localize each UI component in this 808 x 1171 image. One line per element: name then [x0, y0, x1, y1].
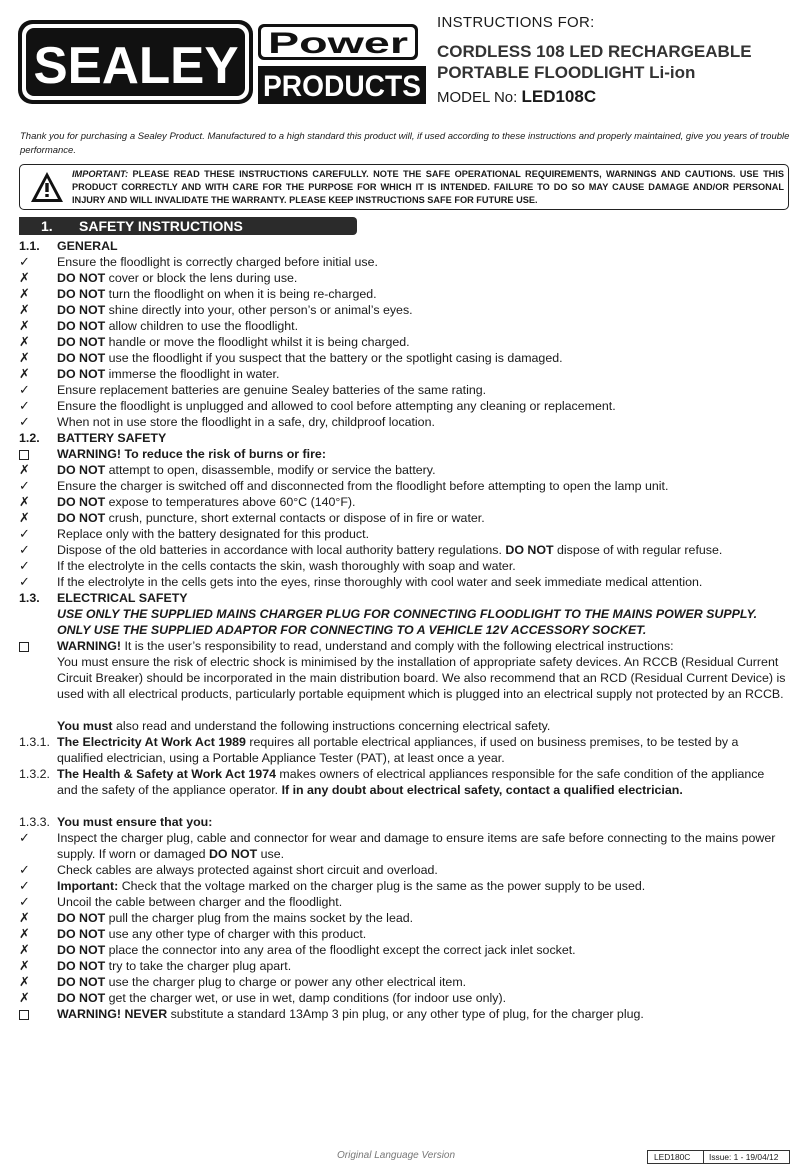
- final-warning: WARNING! NEVER substitute a standard 13Amp 3 pin plug, or any other type of plug, for the charger plug.: [57, 1007, 644, 1021]
- general-item: DO NOT handle or move the floodlight whilst it is being charged.: [57, 335, 410, 349]
- general-item-marker: ✓: [19, 382, 30, 397]
- battery-item: Ensure the charger is switched off and disconnected from the floodlight before attempting to open the lamp unit.: [57, 479, 669, 493]
- battery-item-marker: ✓: [19, 526, 30, 541]
- general-item: DO NOT immerse the floodlight in water.: [57, 367, 280, 381]
- battery-item: Replace only with the battery designated for this product.: [57, 527, 370, 541]
- section-header-safety: [19, 217, 357, 235]
- general-item-marker: ✓: [19, 398, 30, 413]
- issue-info: Issue: 1 - 19/04/12: [709, 1152, 779, 1162]
- general-item-marker: ✗: [19, 366, 30, 381]
- battery-item: DO NOT expose to temperatures above 60°C (140°F).: [57, 495, 356, 509]
- charger-notice: USE ONLY THE SUPPLIED MAINS CHARGER PLUG FOR CONNECTING FLOODLIGHT TO THE MAINS POWER SUPPLY. ONLY USE THE SUPPLIED ADAPTOR FOR CONNECTING TO A VEHICLE 12V ACCESSORY SOCKET.: [57, 607, 758, 637]
- electrical-item: DO NOT get the charger wet, or use in wet, damp conditions (for indoor use only).: [57, 991, 507, 1005]
- electrical-warning: WARNING! It is the user’s responsibility to read, understand and comply with the following electrical instructions:: [57, 639, 674, 653]
- electrical-item-marker: ✗: [19, 990, 30, 1005]
- electrical-item: DO NOT use any other type of charger with this product.: [57, 927, 367, 941]
- battery-item: If the electrolyte in the cells contacts the skin, wash thoroughly with soap and water.: [57, 559, 516, 573]
- battery-item-marker: ✗: [19, 494, 30, 509]
- electrical-item: Check cables are always protected against short circuit and overload.: [57, 863, 438, 877]
- general-item: When not in use store the floodlight in a safe, dry, childproof location.: [57, 415, 435, 429]
- electricity-at-work-act: The Electricity At Work Act 1989 requires all portable electrical appliances, if used on business premises, to be tested by a qualified electrician, using a Portable Appliance Tester (PAT), at least once a year.: [57, 735, 739, 765]
- important-text: IMPORTANT: PLEASE READ THESE INSTRUCTIONS CAREFULLY. NOTE THE SAFE OPERATIONAL REQUIREMENTS, WARNINGS AND CAUTIONS. USE THIS PRODUCT CORRECTLY AND WITH CARE FOR THE PURPOSE FOR WHICH IT IS INTENDED. FAILURE TO DO SO MAY CAUSE DAMAGE AND/OR PERSONAL INJURY AND WILL INVALIDATE THE WARRANTY. PLEASE KEEP INSTRUCTIONS SAFE FOR FUTURE USE.: [72, 169, 784, 205]
- electrical-warning-marker: [19, 638, 29, 656]
- electrical-item-marker: ✓: [19, 894, 30, 909]
- electrical-item-marker: ✓: [19, 862, 30, 877]
- battery-item: DO NOT crush, puncture, short external contacts or dispose of in fire or water.: [57, 511, 485, 525]
- electrical-item-marker: ✓: [19, 830, 30, 845]
- important-notice-box: [19, 164, 789, 210]
- general-item-marker: ✗: [19, 286, 30, 301]
- s131-number: 1.3.1.: [19, 735, 51, 749]
- battery-warning: WARNING! To reduce the risk of burns or fire:: [57, 447, 326, 461]
- general-item: DO NOT turn the floodlight on when it is being re-charged.: [57, 287, 377, 301]
- general-item-marker: ✗: [19, 270, 30, 285]
- general-item: Ensure the floodlight is correctly charged before initial use.: [57, 255, 378, 269]
- doc-code: LED180C: [654, 1152, 691, 1162]
- health-safety-act: The Health & Safety at Work Act 1974 makes owners of electrical appliances responsible for the safe condition of the appliance and the safety of the appliance operator. If in any doubt about electrical safety, contact a qualified electrician.: [57, 767, 765, 797]
- intro-text: Thank you for purchasing a Sealey Product. Manufactured to a high standard this product will, if used according to these instructions and properly maintained, give you years of trouble performance.: [20, 131, 790, 156]
- general-item-marker: ✗: [19, 318, 30, 333]
- product-title-line1: CORDLESS 108 LED RECHARGEABLE: [437, 42, 752, 61]
- you-must-line: You must also read and understand the following instructions concerning electrical safety.: [57, 719, 551, 733]
- electrical-item: DO NOT place the connector into any area of the floodlight except the correct jack inlet socket.: [57, 943, 576, 957]
- battery-heading-number: 1.2.: [19, 431, 40, 445]
- original-language-note: Original Language Version: [337, 1150, 456, 1161]
- general-item-marker: ✓: [19, 414, 30, 429]
- general-heading: GENERAL: [57, 239, 118, 253]
- brand-sub-products: PRODUCTS: [263, 70, 421, 103]
- battery-item: DO NOT attempt to open, disassemble, modify or service the battery.: [57, 463, 436, 477]
- electrical-item-marker: ✗: [19, 958, 30, 973]
- general-item-marker: ✗: [19, 334, 30, 349]
- electrical-heading-number: 1.3.: [19, 591, 40, 605]
- brand-text: SEALEY: [33, 37, 239, 95]
- warning-triangle-icon: [29, 170, 65, 204]
- general-item: DO NOT shine directly into your, other person’s or animal’s eyes.: [57, 303, 413, 317]
- general-item: DO NOT cover or block the lens during use.: [57, 271, 298, 285]
- electrical-heading: ELECTRICAL SAFETY: [57, 591, 188, 605]
- s133-number: 1.3.3.: [19, 815, 51, 829]
- general-item: DO NOT allow children to use the floodlight.: [57, 319, 299, 333]
- battery-item: Dispose of the old batteries in accordance with local authority battery regulations. DO NOT dispose of with regular refuse.: [57, 543, 723, 557]
- final-warning-marker: [19, 1006, 29, 1024]
- general-item: Ensure replacement batteries are genuine Sealey batteries of the same rating.: [57, 383, 487, 397]
- general-heading-number: 1.1.: [19, 239, 40, 253]
- product-title-line2: PORTABLE FLOODLIGHT Li-ion: [437, 63, 696, 82]
- model-number: MODEL No: LED108C: [437, 87, 597, 106]
- product-header: [437, 14, 797, 107]
- battery-item-marker: ✗: [19, 510, 30, 525]
- electrical-item-marker: ✗: [19, 910, 30, 925]
- electrical-item-marker: ✗: [19, 942, 30, 957]
- battery-item-marker: ✓: [19, 478, 30, 493]
- battery-item-marker: ✓: [19, 558, 30, 573]
- general-item: DO NOT use the floodlight if you suspect that the battery or the spotlight casing is damaged.: [57, 351, 563, 365]
- electrical-item-marker: ✗: [19, 926, 30, 941]
- battery-item: If the electrolyte in the cells gets into the eyes, rinse thoroughly with cool water and seek immediate medical attention.: [57, 575, 703, 589]
- battery-item-marker: ✓: [19, 574, 30, 589]
- sealey-power-products-logo: [18, 18, 428, 108]
- instructions-for: INSTRUCTIONS FOR:: [437, 14, 595, 31]
- electrical-item: Important: Check that the voltage marked on the charger plug is the same as the power supply to be used.: [57, 879, 646, 893]
- brand-sub-power: Power: [268, 27, 409, 60]
- doc-code-box: [647, 1150, 790, 1164]
- electrical-item: DO NOT try to take the charger plug apart.: [57, 959, 292, 973]
- general-item-marker: ✗: [19, 350, 30, 365]
- electrical-item: Uncoil the cable between charger and the floodlight.: [57, 895, 343, 909]
- general-item-marker: ✓: [19, 254, 30, 269]
- s133-title: You must ensure that you:: [57, 815, 213, 829]
- electrical-item: Inspect the charger plug, cable and connector for wear and damage to ensure items are safe before connecting to the mains power supply. If worn or damaged DO NOT use.: [57, 831, 776, 861]
- electrical-item-marker: ✗: [19, 974, 30, 989]
- general-item: Ensure the floodlight is unplugged and allowed to cool before attempting any cleaning or replacement.: [57, 399, 616, 413]
- rccb-paragraph: You must ensure the risk of electric shock is minimised by the installation of appropriate safety devices. An RCCB (Residual Current Circuit Breaker) should be incorporated in the main distribution board. We also recommend that an RCD (Residual Current Device) is used with all electrical products, particularly portable equipment which is plugged into an electrical supply not protected by an RCCB.: [57, 655, 786, 701]
- battery-item-marker: ✗: [19, 462, 30, 477]
- s132-number: 1.3.2.: [19, 767, 51, 781]
- section-title: SAFETY INSTRUCTIONS: [79, 218, 243, 234]
- section-number: 1.: [41, 218, 53, 234]
- electrical-item-marker: ✓: [19, 878, 30, 893]
- electrical-item: DO NOT pull the charger plug from the mains socket by the lead.: [57, 911, 414, 925]
- electrical-item: DO NOT use the charger plug to charge or power any other electrical item.: [57, 975, 467, 989]
- battery-item-marker: ✓: [19, 542, 30, 557]
- general-item-marker: ✗: [19, 302, 30, 317]
- battery-heading: BATTERY SAFETY: [57, 431, 167, 445]
